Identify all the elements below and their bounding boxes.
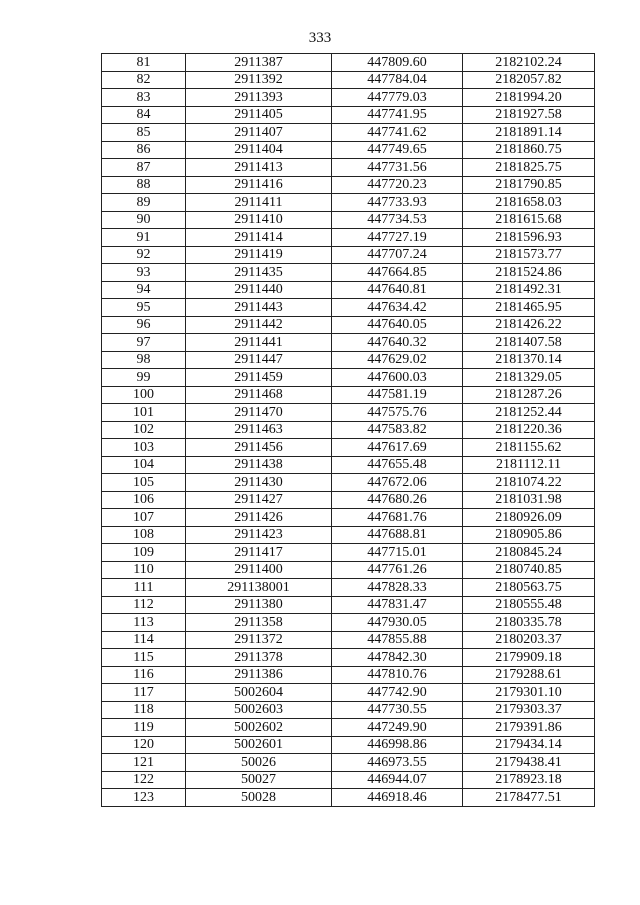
table-row [102, 421, 595, 439]
point-id-cell: 2911423 [186, 526, 332, 544]
row-number-cell: 108 [102, 526, 186, 544]
x-coordinate-cell: 447634.42 [332, 299, 463, 317]
row-number-cell: 109 [102, 544, 186, 562]
table-row [102, 386, 595, 404]
row-number-cell: 91 [102, 229, 186, 247]
point-id-cell: 2911414 [186, 229, 332, 247]
table-row [102, 89, 595, 107]
table-row [102, 771, 595, 789]
row-number-cell: 107 [102, 509, 186, 527]
x-coordinate-cell: 447749.65 [332, 141, 463, 159]
table-row [102, 789, 595, 807]
x-coordinate-cell: 447629.02 [332, 351, 463, 369]
x-coordinate-cell: 447680.26 [332, 491, 463, 509]
row-number-cell: 97 [102, 334, 186, 352]
y-coordinate-cell: 2178923.18 [463, 771, 595, 789]
coordinates-table [101, 53, 595, 807]
x-coordinate-cell: 447810.76 [332, 666, 463, 684]
y-coordinate-cell: 2180555.48 [463, 596, 595, 614]
row-number-cell: 114 [102, 631, 186, 649]
table-row [102, 159, 595, 177]
table-row [102, 474, 595, 492]
y-coordinate-cell: 2181573.77 [463, 246, 595, 264]
y-coordinate-cell: 2181860.75 [463, 141, 595, 159]
table-row [102, 71, 595, 89]
point-id-cell: 2911417 [186, 544, 332, 562]
point-id-cell: 2911378 [186, 649, 332, 667]
row-number-cell: 106 [102, 491, 186, 509]
point-id-cell: 50026 [186, 754, 332, 772]
coordinates-table-body [102, 54, 595, 807]
point-id-cell: 2911372 [186, 631, 332, 649]
x-coordinate-cell: 447828.33 [332, 579, 463, 597]
point-id-cell: 2911392 [186, 71, 332, 89]
y-coordinate-cell: 2179434.14 [463, 736, 595, 754]
y-coordinate-cell: 2181220.36 [463, 421, 595, 439]
table-row [102, 334, 595, 352]
table-row [102, 666, 595, 684]
table-row [102, 544, 595, 562]
point-id-cell: 2911400 [186, 561, 332, 579]
table-row [102, 596, 595, 614]
y-coordinate-cell: 2182102.24 [463, 54, 595, 72]
x-coordinate-cell: 447761.26 [332, 561, 463, 579]
table-row [102, 719, 595, 737]
y-coordinate-cell: 2181658.03 [463, 194, 595, 212]
x-coordinate-cell: 447655.48 [332, 456, 463, 474]
x-coordinate-cell: 447707.24 [332, 246, 463, 264]
table-row [102, 754, 595, 772]
x-coordinate-cell: 447664.85 [332, 264, 463, 282]
row-number-cell: 119 [102, 719, 186, 737]
x-coordinate-cell: 447779.03 [332, 89, 463, 107]
row-number-cell: 115 [102, 649, 186, 667]
table-row [102, 491, 595, 509]
point-id-cell: 291138001 [186, 579, 332, 597]
point-id-cell: 2911456 [186, 439, 332, 457]
y-coordinate-cell: 2181596.93 [463, 229, 595, 247]
table-row [102, 614, 595, 632]
point-id-cell: 2911440 [186, 281, 332, 299]
point-id-cell: 2911441 [186, 334, 332, 352]
x-coordinate-cell: 447727.19 [332, 229, 463, 247]
point-id-cell: 2911410 [186, 211, 332, 229]
y-coordinate-cell: 2180563.75 [463, 579, 595, 597]
y-coordinate-cell: 2181112.11 [463, 456, 595, 474]
x-coordinate-cell: 446998.86 [332, 736, 463, 754]
table-row [102, 106, 595, 124]
y-coordinate-cell: 2181891.14 [463, 124, 595, 142]
x-coordinate-cell: 447734.53 [332, 211, 463, 229]
x-coordinate-cell: 447730.55 [332, 701, 463, 719]
row-number-cell: 99 [102, 369, 186, 387]
x-coordinate-cell: 447733.93 [332, 194, 463, 212]
row-number-cell: 123 [102, 789, 186, 807]
point-id-cell: 2911358 [186, 614, 332, 632]
row-number-cell: 100 [102, 386, 186, 404]
row-number-cell: 94 [102, 281, 186, 299]
x-coordinate-cell: 447672.06 [332, 474, 463, 492]
x-coordinate-cell: 447741.95 [332, 106, 463, 124]
y-coordinate-cell: 2180740.85 [463, 561, 595, 579]
table-row [102, 509, 595, 527]
y-coordinate-cell: 2181825.75 [463, 159, 595, 177]
row-number-cell: 95 [102, 299, 186, 317]
table-row [102, 456, 595, 474]
table-row [102, 246, 595, 264]
y-coordinate-cell: 2181252.44 [463, 404, 595, 422]
point-id-cell: 2911404 [186, 141, 332, 159]
point-id-cell: 5002604 [186, 684, 332, 702]
y-coordinate-cell: 2181492.31 [463, 281, 595, 299]
row-number-cell: 82 [102, 71, 186, 89]
x-coordinate-cell: 447715.01 [332, 544, 463, 562]
table-row [102, 526, 595, 544]
point-id-cell: 2911386 [186, 666, 332, 684]
table-row [102, 736, 595, 754]
table-row [102, 281, 595, 299]
x-coordinate-cell: 447640.32 [332, 334, 463, 352]
point-id-cell: 2911427 [186, 491, 332, 509]
table-row [102, 299, 595, 317]
row-number-cell: 101 [102, 404, 186, 422]
row-number-cell: 98 [102, 351, 186, 369]
x-coordinate-cell: 447249.90 [332, 719, 463, 737]
point-id-cell: 2911468 [186, 386, 332, 404]
page-number: 333 [308, 30, 332, 46]
row-number-cell: 104 [102, 456, 186, 474]
y-coordinate-cell: 2181790.85 [463, 176, 595, 194]
table-row [102, 439, 595, 457]
row-number-cell: 120 [102, 736, 186, 754]
x-coordinate-cell: 447742.90 [332, 684, 463, 702]
table-row [102, 316, 595, 334]
table-row [102, 176, 595, 194]
x-coordinate-cell: 447741.62 [332, 124, 463, 142]
row-number-cell: 121 [102, 754, 186, 772]
point-id-cell: 2911463 [186, 421, 332, 439]
row-number-cell: 118 [102, 701, 186, 719]
row-number-cell: 88 [102, 176, 186, 194]
y-coordinate-cell: 2181426.22 [463, 316, 595, 334]
y-coordinate-cell: 2179301.10 [463, 684, 595, 702]
point-id-cell: 5002602 [186, 719, 332, 737]
row-number-cell: 110 [102, 561, 186, 579]
y-coordinate-cell: 2181615.68 [463, 211, 595, 229]
table-row [102, 649, 595, 667]
row-number-cell: 81 [102, 54, 186, 72]
row-number-cell: 90 [102, 211, 186, 229]
table-row [102, 684, 595, 702]
point-id-cell: 2911413 [186, 159, 332, 177]
point-id-cell: 2911438 [186, 456, 332, 474]
x-coordinate-cell: 447809.60 [332, 54, 463, 72]
row-number-cell: 113 [102, 614, 186, 632]
y-coordinate-cell: 2181370.14 [463, 351, 595, 369]
y-coordinate-cell: 2181031.98 [463, 491, 595, 509]
x-coordinate-cell: 447600.03 [332, 369, 463, 387]
table-row [102, 561, 595, 579]
y-coordinate-cell: 2181524.86 [463, 264, 595, 282]
y-coordinate-cell: 2181074.22 [463, 474, 595, 492]
point-id-cell: 2911387 [186, 54, 332, 72]
point-id-cell: 50027 [186, 771, 332, 789]
y-coordinate-cell: 2181927.58 [463, 106, 595, 124]
x-coordinate-cell: 446944.07 [332, 771, 463, 789]
x-coordinate-cell: 447688.81 [332, 526, 463, 544]
table-row [102, 141, 595, 159]
x-coordinate-cell: 446973.55 [332, 754, 463, 772]
x-coordinate-cell: 447640.81 [332, 281, 463, 299]
row-number-cell: 96 [102, 316, 186, 334]
point-id-cell: 2911447 [186, 351, 332, 369]
x-coordinate-cell: 447720.23 [332, 176, 463, 194]
row-number-cell: 102 [102, 421, 186, 439]
row-number-cell: 86 [102, 141, 186, 159]
table-row [102, 54, 595, 72]
y-coordinate-cell: 2179288.61 [463, 666, 595, 684]
x-coordinate-cell: 447681.76 [332, 509, 463, 527]
row-number-cell: 103 [102, 439, 186, 457]
point-id-cell: 5002601 [186, 736, 332, 754]
x-coordinate-cell: 447581.19 [332, 386, 463, 404]
y-coordinate-cell: 2181465.95 [463, 299, 595, 317]
x-coordinate-cell: 446918.46 [332, 789, 463, 807]
row-number-cell: 117 [102, 684, 186, 702]
y-coordinate-cell: 2181155.62 [463, 439, 595, 457]
table-row [102, 229, 595, 247]
table-row [102, 264, 595, 282]
point-id-cell: 2911470 [186, 404, 332, 422]
y-coordinate-cell: 2181329.05 [463, 369, 595, 387]
y-coordinate-cell: 2180845.24 [463, 544, 595, 562]
x-coordinate-cell: 447617.69 [332, 439, 463, 457]
point-id-cell: 2911393 [186, 89, 332, 107]
row-number-cell: 122 [102, 771, 186, 789]
y-coordinate-cell: 2180203.37 [463, 631, 595, 649]
point-id-cell: 2911459 [186, 369, 332, 387]
x-coordinate-cell: 447731.56 [332, 159, 463, 177]
y-coordinate-cell: 2179391.86 [463, 719, 595, 737]
x-coordinate-cell: 447640.05 [332, 316, 463, 334]
table-row [102, 404, 595, 422]
row-number-cell: 116 [102, 666, 186, 684]
point-id-cell: 2911442 [186, 316, 332, 334]
y-coordinate-cell: 2179303.37 [463, 701, 595, 719]
x-coordinate-cell: 447930.05 [332, 614, 463, 632]
point-id-cell: 50028 [186, 789, 332, 807]
y-coordinate-cell: 2181994.20 [463, 89, 595, 107]
row-number-cell: 111 [102, 579, 186, 597]
row-number-cell: 92 [102, 246, 186, 264]
table-row [102, 579, 595, 597]
y-coordinate-cell: 2179438.41 [463, 754, 595, 772]
row-number-cell: 87 [102, 159, 186, 177]
row-number-cell: 105 [102, 474, 186, 492]
point-id-cell: 2911430 [186, 474, 332, 492]
x-coordinate-cell: 447784.04 [332, 71, 463, 89]
y-coordinate-cell: 2178477.51 [463, 789, 595, 807]
y-coordinate-cell: 2181407.58 [463, 334, 595, 352]
point-id-cell: 2911443 [186, 299, 332, 317]
table-row [102, 194, 595, 212]
y-coordinate-cell: 2179909.18 [463, 649, 595, 667]
point-id-cell: 2911405 [186, 106, 332, 124]
row-number-cell: 83 [102, 89, 186, 107]
table-row [102, 211, 595, 229]
row-number-cell: 84 [102, 106, 186, 124]
point-id-cell: 2911411 [186, 194, 332, 212]
table-row [102, 631, 595, 649]
x-coordinate-cell: 447855.88 [332, 631, 463, 649]
x-coordinate-cell: 447575.76 [332, 404, 463, 422]
y-coordinate-cell: 2181287.26 [463, 386, 595, 404]
row-number-cell: 93 [102, 264, 186, 282]
point-id-cell: 5002603 [186, 701, 332, 719]
y-coordinate-cell: 2180926.09 [463, 509, 595, 527]
row-number-cell: 85 [102, 124, 186, 142]
y-coordinate-cell: 2180905.86 [463, 526, 595, 544]
x-coordinate-cell: 447831.47 [332, 596, 463, 614]
y-coordinate-cell: 2182057.82 [463, 71, 595, 89]
x-coordinate-cell: 447583.82 [332, 421, 463, 439]
table-row [102, 351, 595, 369]
point-id-cell: 2911426 [186, 509, 332, 527]
y-coordinate-cell: 2180335.78 [463, 614, 595, 632]
point-id-cell: 2911407 [186, 124, 332, 142]
row-number-cell: 89 [102, 194, 186, 212]
x-coordinate-cell: 447842.30 [332, 649, 463, 667]
table-row [102, 701, 595, 719]
row-number-cell: 112 [102, 596, 186, 614]
point-id-cell: 2911416 [186, 176, 332, 194]
point-id-cell: 2911419 [186, 246, 332, 264]
point-id-cell: 2911380 [186, 596, 332, 614]
table-row [102, 124, 595, 142]
table-row [102, 369, 595, 387]
point-id-cell: 2911435 [186, 264, 332, 282]
